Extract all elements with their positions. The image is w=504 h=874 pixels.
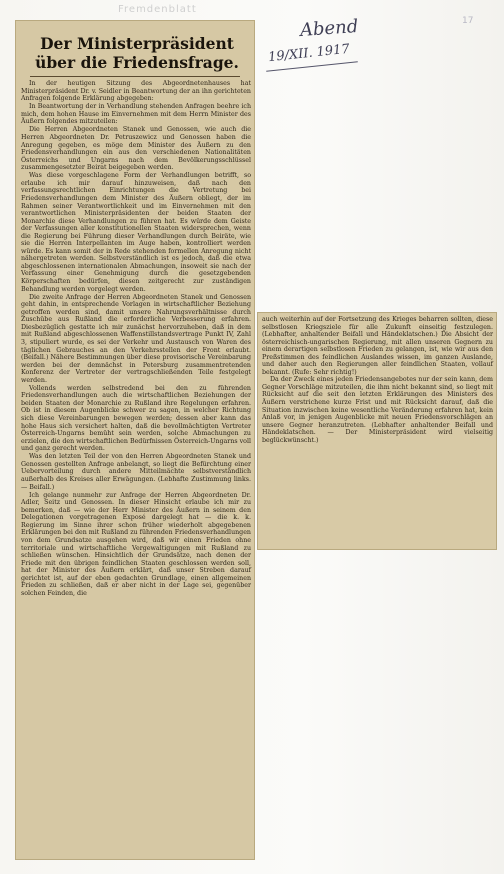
paragraph-continued: auch weiterhin auf der Fortsetzung des Krieges beharren sollten, diese selbstlosen Kriegsziele für alle Zukunft einseitig festzulegen. (Lebhafter, anhaltender Beifall und Händeklatschen.) Die Absicht der österreichisch-ungarischen Regierung, mit allen unseren Gegnern zu einem derartigen selbstlosen Frieden zu gelangen, ist, wie wir aus den Preßstimmen des feindlichen Auslandes wissen, im ganzen Auslande, und daher auch den Regierungen aller feindlichen Staaten, vollauf bekannt. (Rufe: Sehr richtig!) xyxy=(262,316,493,376)
paragraph: Was diese vorgeschlagene Form der Verhandlungen betrifft, so erlaube ich mir darauf hinzuweisen, daß nach den verfassungsrechtlichen Einrichtungen die Vertretung bei Friedensverhandlungen dem Minister des Äußern obliegt, der im Rahmen seiner Verantwortlichkeit und im Einvernehmen mit den verantwortlichen Ministerpräsidenten der beiden Staaten der Monarchie diese Verhandlungen zu führen hat. Es würde dem Geiste der Verfassungen aller konstitutionellen Staaten widersprechen, wenn die Regierung bei Führung dieser Verhandlungen durch Beiräte, wie sie die Herren Interpellanten im Auge haben, kontrolliert werden würde. Es kann somit der in Rede stehenden formellen Anregung nicht nähergetreten werden. Selbstverständlich ist es jedoch, daß die etwa abgeschlossenen internationalen Abmachungen, insoweit sie nach der Verfassung einer Genehmigung durch die gesetzgebenden Körperschaften bedürfen, diesen zeitgerecht zur zuständigen Behandlung werden vorgelegt werden. xyxy=(21,172,251,293)
page-number: 17 xyxy=(462,16,474,26)
article-body xyxy=(21,80,251,598)
paragraph: Die zweite Anfrage der Herren Abgeordneten Stanek und Genossen geht dahin, in entsprechende Vorlagen in wirtschaftlicher Beziehung getroffen werden sind, damit unsere Nahrungsverhältnisse durch Zuschübe aus Rußland die erforderliche Verbesserung erfahren. Diesbezüglich gestatte ich mir zunächst hervorzuheben, daß in dem mit Rußland abgeschlossenen Waffenstillstandsvertrage Punkt IV, Zahl 3, stipuliert wurde, es sei der Verkehr und Austausch von Waren des täglichen Gebrauches an den Verkehrsstellen der Front erlaubt. (Beifall.) Nähere Bestimmungen über diese provisorische Vereinbarung werden bei der demnächst in Petersburg zusammentretenden Konferenz der Vertreter der vertragschließenden Teile festgelegt werden. xyxy=(21,293,251,384)
newspaper-stamp: Fremdenblatt xyxy=(118,4,197,15)
article-continuation xyxy=(262,316,493,444)
paragraph: Was den letzten Teil der von den Herren Abgeordneten Stanek und Genossen gestellten Anfrage anbelangt, so liegt die Befürchtung einer Uebervorteilung durch andere Mitteilmächte selbstverständlich außerhalb des Kreises aller Erwägungen. (Lebhafte Zustimmung links. — Beifall.) xyxy=(21,453,251,491)
handwritten-date: 19/XII. 1917 xyxy=(267,41,351,66)
article-headline: Der Ministerpräsident über die Friedensfrage. xyxy=(35,34,239,72)
headline-rule xyxy=(30,76,240,77)
paragraph: Die Herren Abgeordneten Stanek und Genossen, wie auch die Herren Abgeordneten Dr. Petruszewicz und Genossen haben die Anregung gegeben, es möge dem Minister des Äußern zu den Friedensverhandlungen ein aus den verschiedenen Nationalitäten Österreichs und Ungarns nach dem Bevölkerungsschlüssel zusammengesetzter Beirat beigegeben werden. xyxy=(21,126,251,172)
paragraph: Vollends werden selbstredend bei den zu führenden Friedensverhandlungen auch die wirtschaftlichen Beziehungen der beiden Staaten der Monarchie zu Rußland ihre Regelungen erfahren. Ob ist in diesem Augenblicke schwer zu sagen, in welcher Richtung sich diese Vereinbarungen bewegen werden; dessen aber kann das hohe Haus sich versichert halten, daß die bevollmächtigten Vertreter Österreich-Ungarns bemüht sein werden, solche Abmachungen zu erzielen, die den wirtschaftlichen Bedürfnissen Österreich-Ungarns voll und ganz gerecht werden. xyxy=(21,384,251,453)
paragraph-intro: In der heutigen Sitzung des Abgeordnetenhauses hat Ministerpräsident Dr. v. Seidler in Beantwortung der an ihn gerichteten Anfragen folgende Erklärung abgegeben: xyxy=(21,80,251,103)
handwritten-name: Abend xyxy=(299,15,359,42)
paragraph: In Beantwortung der in Verhandlung stehenden Anfragen beehre ich mich, dem hohen Hause im Einvernehmen mit dem Herrn Minister des Äußern folgendes mitzuteilen: xyxy=(21,103,251,126)
paragraph: Da der Zweck eines jeden Friedensangebotes nur der sein kann, dem Gegner Vorschläge mitzuteilen, die ihm nicht bekannt sind, so liegt mit Rücksicht auf die seit den letzten Erklärungen des Ministers des Äußern verstrichene kurze Frist und mit Rücksicht darauf, daß die Situation inzwischen keine wesentliche Veränderung erfahren hat, kein Anlaß vor, in jenigen Augenblicke mit neuen Friedensvorschlägen an unsere Gegner heranzutreten. (Lebhafter anhaltender Beifall und Händeklatschen. — Der Ministerpräsident wird vielseitig beglückwünscht.) xyxy=(262,376,493,444)
paragraph: Ich gelange nunmehr zur Anfrage der Herren Abgeordneten Dr. Adler, Seitz und Genossen. In dieser Hinsicht erlaube ich mir zu bemerken, daß — wie der Herr Minister des Äußern in seinem den Delegationen vorgetragenen Exposé dargelegt hat — die k. k. Regierung im Sinne ihrer schon früher wiederholt abgegebenen Erklärungen bei den mit Rußland zu führenden Friedensverhandlungen von dem Grundsatze ausgehen wird, daß wir einen Frieden ohne territoriale und wirtschaftliche Vergewaltigungen mit Rußland zu schließen wünschen. Hinsichtlich der Grundsätze, nach denen der Friede mit den übrigen feindlichen Staaten geschlossen werden soll, hat der Minister des Äußern erklärt, daß unser Streben darauf gerichtet ist, auf der eben gedachten Grundlage, einen allgemeinen Frieden zu schließen, daß er aber nicht in der Lage sei, gegenüber solchen Feinden, die xyxy=(21,491,251,597)
